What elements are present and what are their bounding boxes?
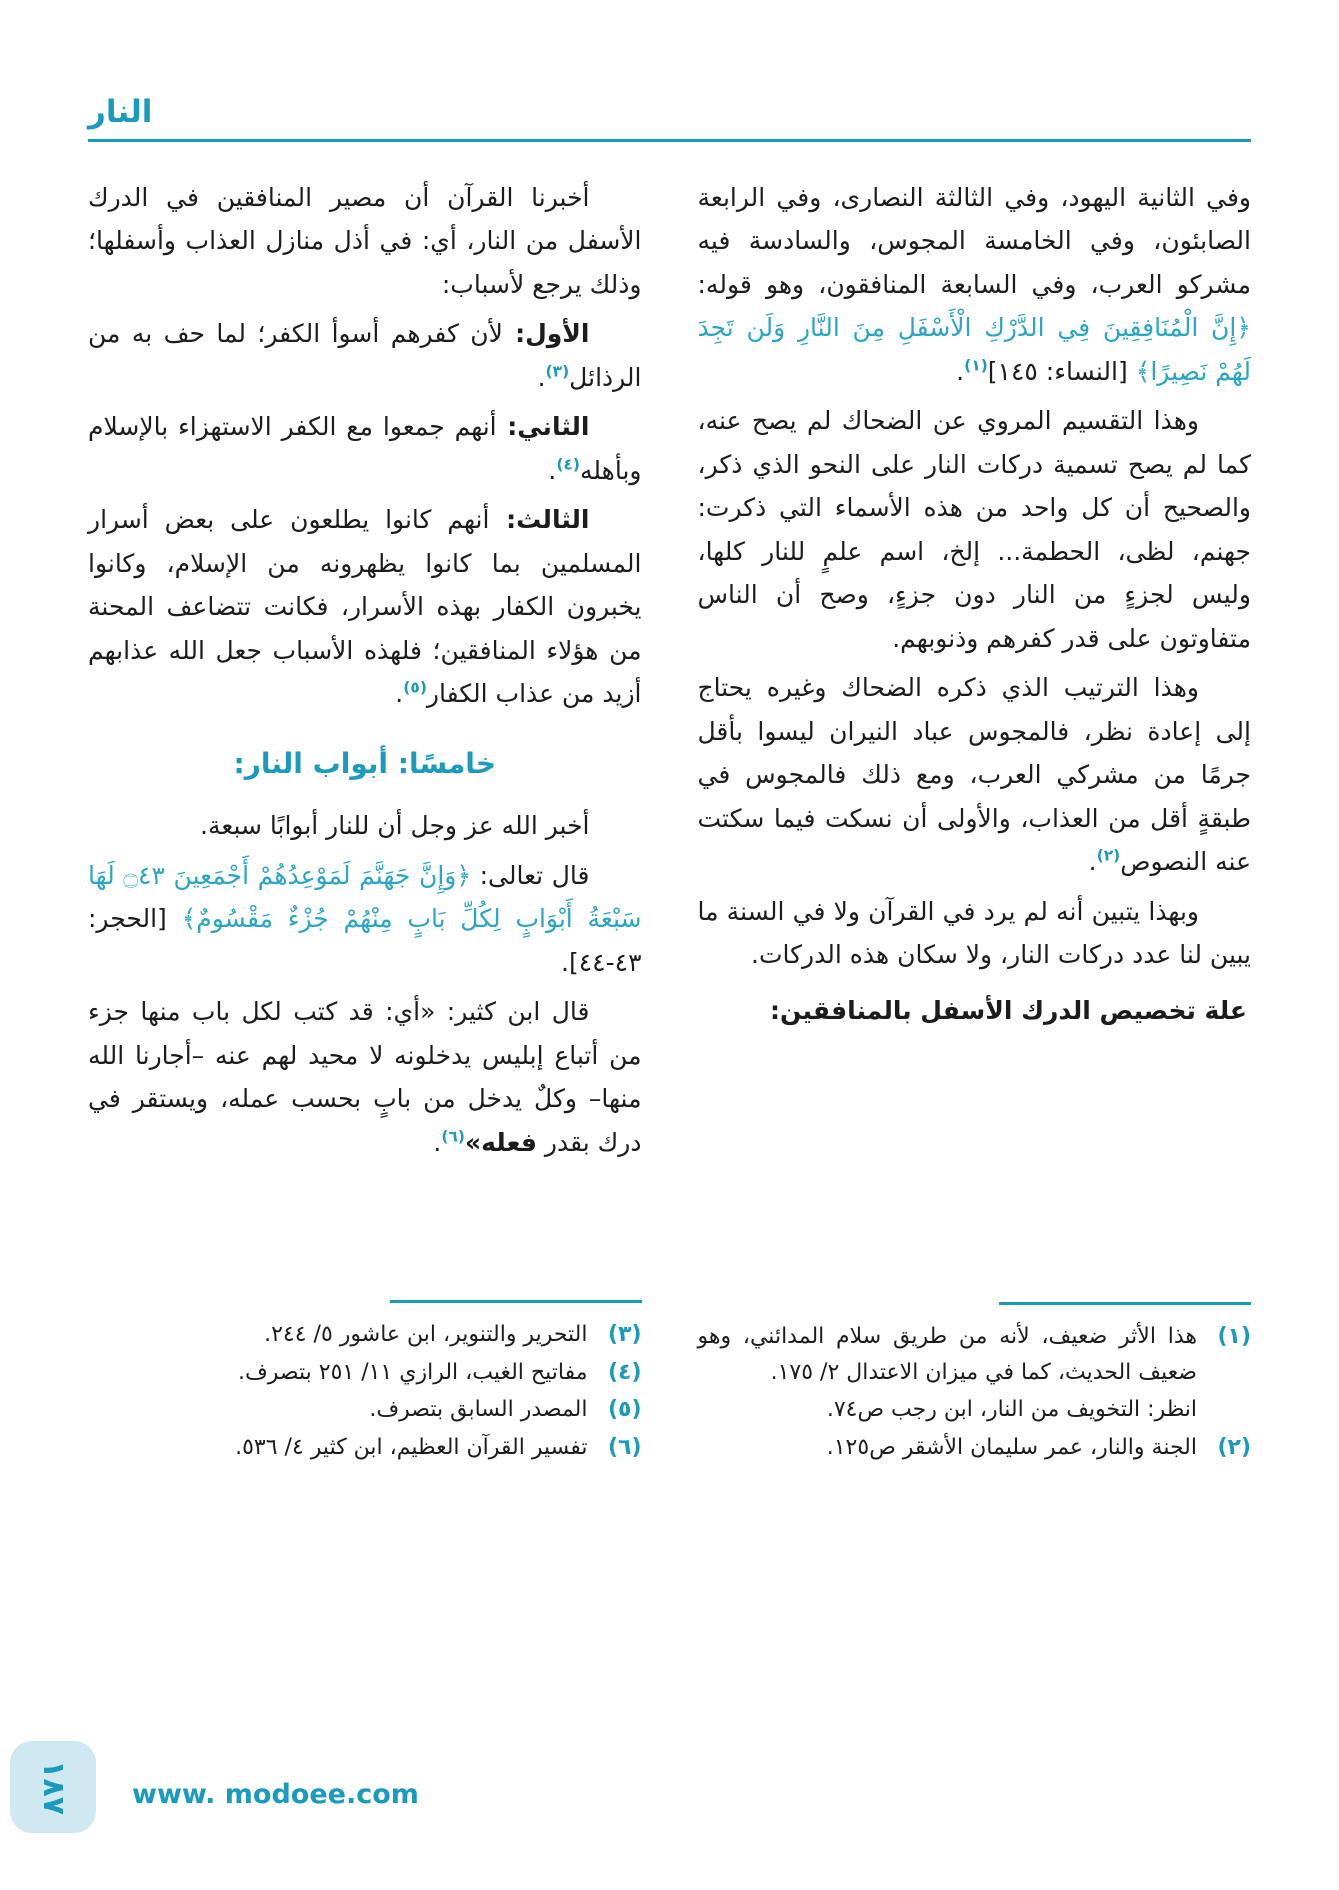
text-segment: قال تعالى: <box>470 860 590 890</box>
section-heading <box>88 740 642 789</box>
text-segment: وهذا التقسيم المروي عن الضحاك لم يصح عنه، كما لم يصح تسمية دركات النار على النحو الذي ذكر، والصحيح أن كل واحد من هذه الأسماء التي ذكرت: جهنم، لظى، الحطمة... إلخ، اسم علمٍ للنار كلها، وليس لجزءٍ من النار دون جزءٍ، وصح أن الناس متفاوتون على قدر كفرهم وذنوبهم. <box>697 406 1251 653</box>
text-segment: خامسًا: أبواب النار: <box>233 746 496 780</box>
footnote-number: (٢) <box>1217 1434 1251 1460</box>
paragraph <box>88 176 642 307</box>
paragraph <box>88 854 642 985</box>
text-segment: أخبرنا القرآن أن مصير المنافقين في الدرك الأسفل من النار، أي: في أذل منازل العذاب وأسفلها؛ وذلك يرجع لأسباب: <box>88 182 642 299</box>
text-segment: أخبر الله عز وجل أن للنار أبوابًا سبعة. <box>200 811 590 841</box>
text-segment: أنهم كانوا يطلعون على بعض أسرار المسلمين بما كانوا يظهرونه من الإسلام، وكانوا يخبرون الكفار بهذه الأسرار، فكانت تتضاعف المحنة من هؤلاء المنافقين؛ فلهذه الأسباب جعل الله عذابهم أزيد من عذاب الكفار <box>88 505 642 709</box>
column-left <box>88 176 642 1468</box>
quran-verse: ﴿إِنَّ الْمُنَافِقِينَ فِي الدَّرْكِ الْأَسْفَلِ مِنَ النَّارِ وَلَن تَجِدَ لَهُمْ نَصِيرًا﴾ <box>697 313 1251 386</box>
footnote-ref: (١) <box>964 356 988 375</box>
footnote-ref: (٦) <box>441 1127 465 1146</box>
footnote-divider-left <box>390 1300 642 1303</box>
footnotes-left <box>88 1317 642 1466</box>
website-url: www. modoee.com <box>132 1779 419 1810</box>
header-divider <box>88 139 1251 142</box>
paragraph <box>698 666 1252 884</box>
footnote-number: (٣) <box>607 1322 642 1348</box>
text-segment: [الحجر: ٤٣-٤٤]. <box>88 904 642 977</box>
paragraph <box>88 804 642 848</box>
text-segment: الثاني: <box>496 412 590 442</box>
quran-verse: ﴿وَإِنَّ جَهَنَّمَ لَمَوْعِدُهُمْ أَجْمَعِينَ ۝٤٣ لَهَا سَبْعَةُ أَبْوَابٍ لِكُلِّ بَابٍ مِنْهُمْ جُزْءٌ مَقْسُومٌ﴾ <box>88 860 642 934</box>
footnote-text: مفاتيح الغيب، الرازي ١١/ ٢٥١ بتصرف. <box>237 1359 588 1385</box>
footnote-text: المصدر السابق بتصرف. <box>369 1397 588 1423</box>
text-segment: . <box>956 356 965 386</box>
footnote <box>88 1392 642 1428</box>
footnotes-right <box>698 1319 1252 1466</box>
text-segment: . <box>395 679 404 709</box>
paragraph <box>88 990 642 1164</box>
footnote-text: التحرير والتنوير، ابن عاشور ٥/ ٢٤٤. <box>264 1322 588 1348</box>
text-segment: [النساء: ١٤٥] <box>987 356 1136 386</box>
text-segment: قال ابن كثير: «أي: قد كتب لكل باب منها جزء من أتباع إبليس يدخلونه لا محيد لهم عنه –أجارنا الله منها– وكلٌ يدخل من بابٍ بحسب عمله، ويستقر في درك بقدر <box>88 997 642 1157</box>
footnote-ref: (٥) <box>403 678 427 697</box>
footnote-number: (٤) <box>607 1359 642 1385</box>
page-number-badge <box>10 1741 96 1833</box>
footnotes-left-block <box>88 1284 642 1468</box>
footnote-number: (٥) <box>607 1397 642 1423</box>
footnote <box>698 1430 1252 1466</box>
text-segment: الأول: <box>502 319 590 349</box>
page-header <box>0 0 1339 142</box>
column-left-text <box>88 176 642 1171</box>
paragraph <box>88 405 642 492</box>
column-right-text <box>698 176 1252 1039</box>
text-segment: الثالث: <box>489 505 590 535</box>
paragraph <box>88 312 642 399</box>
footnote-text: انظر: التخويف من النار، ابن رجب ص٧٤. <box>826 1397 1197 1423</box>
footnote-text: تفسير القرآن العظيم، ابن كثير ٤/ ٥٣٦. <box>235 1434 588 1460</box>
footnote <box>88 1430 642 1466</box>
footnote-ref: (٣) <box>545 362 570 381</box>
column-right <box>698 176 1252 1468</box>
footnote <box>88 1355 642 1391</box>
paragraph <box>698 176 1252 394</box>
footnote-ref: (٢) <box>1096 846 1121 865</box>
footnote-number: (١) <box>1217 1324 1251 1350</box>
footnote <box>698 1392 1252 1428</box>
paragraph <box>88 498 642 716</box>
paragraph <box>698 890 1252 977</box>
footnote <box>88 1317 642 1353</box>
footnotes-right-block <box>698 1286 1252 1468</box>
text-segment: وفي الثانية اليهود، وفي الثالثة النصارى، وفي الرابعة الصابئون، وفي الخامسة المجوس، والسادسة فيه مشركو العرب، وفي السابعة المنافقون، وهو قوله: <box>697 182 1251 299</box>
text-segment: وبهذا يتبين أنه لم يرد في القرآن ولا في السنة ما يبين لنا عدد دركات النار، ولا سكان هذه الدركات. <box>697 896 1251 970</box>
text-segment: لأن كفرهم أسوأ الكفر؛ لما حف به من الرذائل <box>88 319 642 392</box>
footnote-ref: (٤) <box>556 455 580 474</box>
text-segment: فعله» <box>464 1127 537 1157</box>
chapter-title: النار <box>88 94 153 130</box>
footnote-text: هذا الأثر ضعيف، لأنه من طريق سلام المدائني، وهو ضعيف الحديث، كما في ميزان الاعتدال ٢/ ١٧٥. <box>697 1324 1197 1385</box>
paragraph <box>698 989 1252 1033</box>
footnote-text: الجنة والنار، عمر سليمان الأشقر ص١٢٥. <box>826 1434 1197 1460</box>
text-segment: علة تخصيص الدرك الأسفل بالمنافقين: <box>770 995 1247 1025</box>
text-segment: أنهم جمعوا مع الكفر الاستهزاء بالإسلام وبأهله <box>88 412 642 485</box>
text-segment: . <box>1088 847 1097 877</box>
footnote-number: (٦) <box>607 1434 642 1460</box>
text-segment: . <box>537 362 546 392</box>
content-columns <box>88 176 1251 1468</box>
text-segment: . <box>548 455 557 485</box>
footnote-divider-right <box>999 1302 1251 1305</box>
text-segment: . <box>433 1127 442 1157</box>
text-segment: وهذا الترتيب الذي ذكره الضحاك وغيره يحتاج إلى إعادة نظر، فالمجوس عباد النيران ليسوا بأقل جرمًا من مشركي العرب، ومع ذلك فالمجوس في طبقةٍ أقل من العذاب، والأولى أن نسكت فيما سكتت عنه النصوص <box>697 673 1251 877</box>
page-number: ١٨٧ <box>35 1759 71 1815</box>
paragraph <box>698 399 1252 660</box>
footnote <box>698 1319 1252 1390</box>
